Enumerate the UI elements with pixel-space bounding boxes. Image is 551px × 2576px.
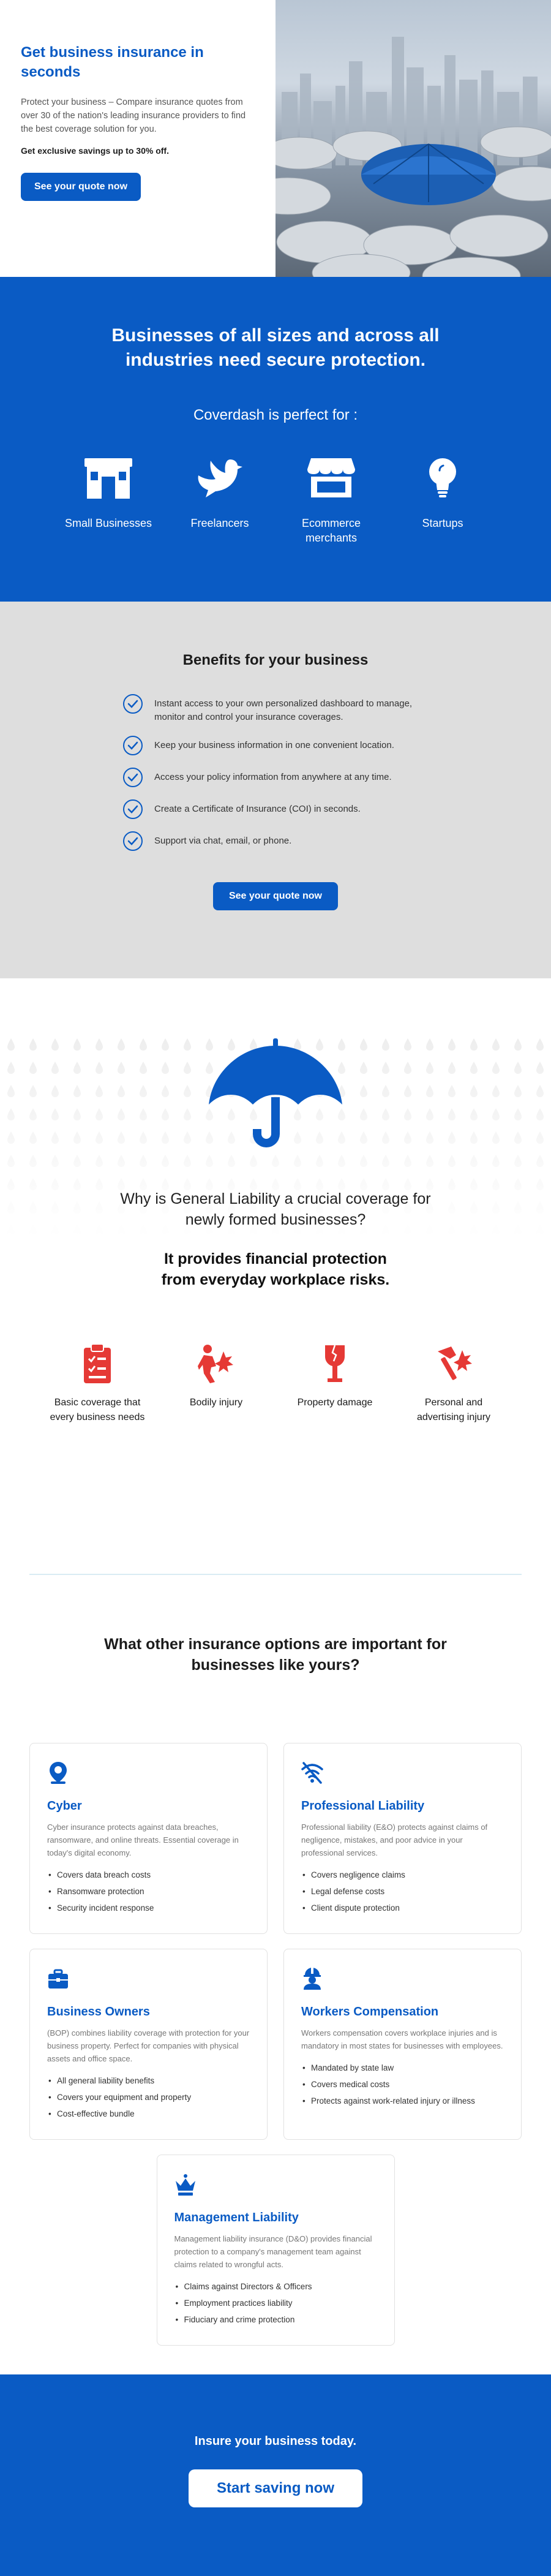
card-bullets bbox=[47, 2072, 250, 2122]
injury-icon bbox=[198, 1343, 234, 1384]
industry-label: Small Businesses bbox=[64, 517, 152, 529]
benefit-text: Instant access to your own personalized dashboard to manage, monitor and control your insurance coverages. bbox=[154, 698, 413, 722]
card-bullet: • Claims against Directors & Officers bbox=[174, 2278, 377, 2295]
industries-list bbox=[0, 456, 551, 545]
card-description: Professional liability (E&O) protects against claims of negligence, mistakes, and poor advice in your professional services. bbox=[301, 1822, 488, 1857]
industry-label: Startups bbox=[422, 517, 463, 529]
card-bullets bbox=[174, 2278, 377, 2328]
bird-icon bbox=[195, 456, 245, 500]
wifi-off-icon bbox=[301, 1761, 323, 1785]
general-liability-question: Why is General Liability a crucial coverage for newly formed businesses? bbox=[120, 1190, 431, 1228]
industry-freelancers bbox=[164, 456, 276, 545]
card-bullet: • Cost-effective bundle bbox=[47, 2106, 250, 2122]
hammer-impact-icon bbox=[435, 1343, 472, 1384]
card-bullets bbox=[47, 1867, 250, 1916]
coverage-item bbox=[394, 1343, 513, 1425]
industry-label: Freelancers bbox=[190, 517, 249, 529]
card-description: Cyber insurance protects against data breaches, ransomware, and online threats. Essential coverage in today's digital economy. bbox=[47, 1822, 239, 1857]
benefit-text: Access your policy information from anywhere at any time. bbox=[154, 772, 392, 782]
hero-title: Get business insurance in seconds bbox=[21, 44, 204, 80]
coverage-item bbox=[157, 1343, 276, 1425]
card-bullet: • Protects against work-related injury or illness bbox=[301, 2093, 504, 2109]
industries-subheading: Coverdash is perfect for : bbox=[193, 407, 358, 423]
card-bullet: • All general liability benefits bbox=[47, 2072, 250, 2089]
card-bullet: • Covers your equipment and property bbox=[47, 2089, 250, 2106]
industry-small-businesses bbox=[53, 456, 164, 545]
umbrella-icon bbox=[0, 1036, 551, 1161]
storefront-icon bbox=[83, 456, 133, 500]
general-liability-answer: It provides financial protection from everyday workplace risks. bbox=[161, 1250, 390, 1288]
check-circle-icon bbox=[122, 735, 143, 756]
check-circle-icon bbox=[122, 831, 143, 852]
card-bullet: • Covers data breach costs bbox=[47, 1867, 250, 1883]
option-card-cyber[interactable] bbox=[29, 1743, 268, 1934]
cta-section bbox=[0, 2374, 551, 2576]
industries-heading: Businesses of all sizes and across all industries need secure protection. bbox=[111, 325, 440, 370]
hero-savings-text: Get exclusive savings up to 30% off. bbox=[21, 146, 169, 156]
benefit-item bbox=[122, 799, 429, 820]
card-description: Management liability insurance (D&O) provides financial protection to a company's management team against claims related to wrongful acts. bbox=[174, 2234, 372, 2269]
industry-startups bbox=[387, 456, 498, 545]
check-circle-icon bbox=[122, 693, 143, 714]
general-liability-section bbox=[0, 1036, 551, 1575]
coverage-list bbox=[0, 1343, 551, 1425]
start-saving-button[interactable]: Start saving now bbox=[189, 2469, 362, 2507]
benefit-text: Create a Certificate of Insurance (COI) in seconds. bbox=[154, 804, 361, 814]
coverage-label: Property damage bbox=[297, 1397, 373, 1408]
lightbulb-icon bbox=[418, 456, 468, 500]
card-bullets bbox=[301, 2060, 504, 2109]
card-bullet: • Fiduciary and crime protection bbox=[174, 2311, 377, 2328]
card-bullet: • Security incident response bbox=[47, 1900, 250, 1916]
location-shield-icon bbox=[47, 1761, 69, 1785]
clipboard-checklist-icon bbox=[79, 1343, 116, 1384]
briefcase-icon bbox=[47, 1966, 69, 1991]
benefit-item bbox=[122, 735, 429, 756]
check-circle-icon bbox=[122, 799, 143, 820]
hero-copy bbox=[0, 0, 276, 277]
shop-awning-icon bbox=[306, 456, 356, 500]
card-bullet: • Covers negligence claims bbox=[301, 1867, 504, 1883]
hero-image bbox=[276, 0, 551, 277]
option-card-professional-liability[interactable] bbox=[283, 1743, 522, 1934]
benefits-heading: Benefits for your business bbox=[182, 652, 369, 668]
insurance-options-section bbox=[0, 1575, 551, 2374]
card-title: Cyber bbox=[47, 1799, 82, 1813]
card-title: Professional Liability bbox=[301, 1799, 425, 1813]
card-title: Management Liability bbox=[174, 2211, 299, 2224]
section-divider bbox=[29, 1574, 522, 1575]
check-circle-icon bbox=[122, 767, 143, 788]
benefit-item bbox=[122, 831, 429, 852]
option-card-management-liability[interactable] bbox=[157, 2155, 395, 2346]
benefits-section bbox=[0, 602, 551, 978]
hero-section bbox=[0, 0, 551, 277]
broken-glass-icon bbox=[317, 1343, 353, 1384]
coverage-item bbox=[276, 1343, 394, 1425]
card-title: Workers Compensation bbox=[301, 2005, 439, 2019]
crown-icon bbox=[174, 2172, 197, 2197]
options-heading: What other insurance options are important for businesses like yours? bbox=[104, 1636, 447, 1674]
industry-label: Ecommerce merchants bbox=[301, 517, 361, 544]
card-bullet: • Covers medical costs bbox=[301, 2076, 504, 2093]
hard-hat-worker-icon bbox=[301, 1966, 323, 1991]
cta-text: Insure your business today. bbox=[194, 2434, 357, 2448]
card-bullet: • Employment practices liability bbox=[174, 2295, 377, 2311]
card-bullet: • Client dispute protection bbox=[301, 1900, 504, 1916]
card-description: Workers compensation covers workplace injuries and is mandatory in most states for businesses with employees. bbox=[301, 2028, 503, 2050]
coverage-label: Personal and advertising injury bbox=[416, 1397, 491, 1422]
card-bullet: • Mandated by state law bbox=[301, 2060, 504, 2076]
industry-ecommerce bbox=[276, 456, 387, 545]
card-description: (BOP) combines liability coverage with protection for your business property. Perfect for companies with physical assets and office space. bbox=[47, 2028, 250, 2063]
coverage-label: Basic coverage that every business needs bbox=[50, 1397, 145, 1422]
benefit-text: Keep your business information in one convenient location. bbox=[154, 740, 394, 750]
card-bullets bbox=[301, 1867, 504, 1916]
card-title: Business Owners bbox=[47, 2005, 150, 2019]
benefits-list bbox=[122, 693, 429, 852]
card-bullet: • Ransomware protection bbox=[47, 1883, 250, 1900]
benefit-item bbox=[122, 767, 429, 788]
benefit-text: Support via chat, email, or phone. bbox=[154, 836, 292, 846]
hero-quote-button[interactable]: See your quote now bbox=[21, 173, 141, 201]
hero-text: Protect your business – Compare insurance quotes from over 30 of the nation's leading insurance providers to find the best coverage solution for you. bbox=[21, 97, 246, 134]
option-card-business-owners[interactable] bbox=[29, 1949, 268, 2140]
benefits-quote-button[interactable]: See your quote now bbox=[213, 882, 338, 910]
card-bullet: • Legal defense costs bbox=[301, 1883, 504, 1900]
options-cards bbox=[29, 1743, 522, 2346]
coverage-item bbox=[38, 1343, 157, 1425]
benefit-item bbox=[122, 693, 429, 724]
option-card-workers-compensation[interactable] bbox=[283, 1949, 522, 2140]
industries-section bbox=[0, 277, 551, 602]
coverage-label: Bodily injury bbox=[189, 1397, 243, 1408]
